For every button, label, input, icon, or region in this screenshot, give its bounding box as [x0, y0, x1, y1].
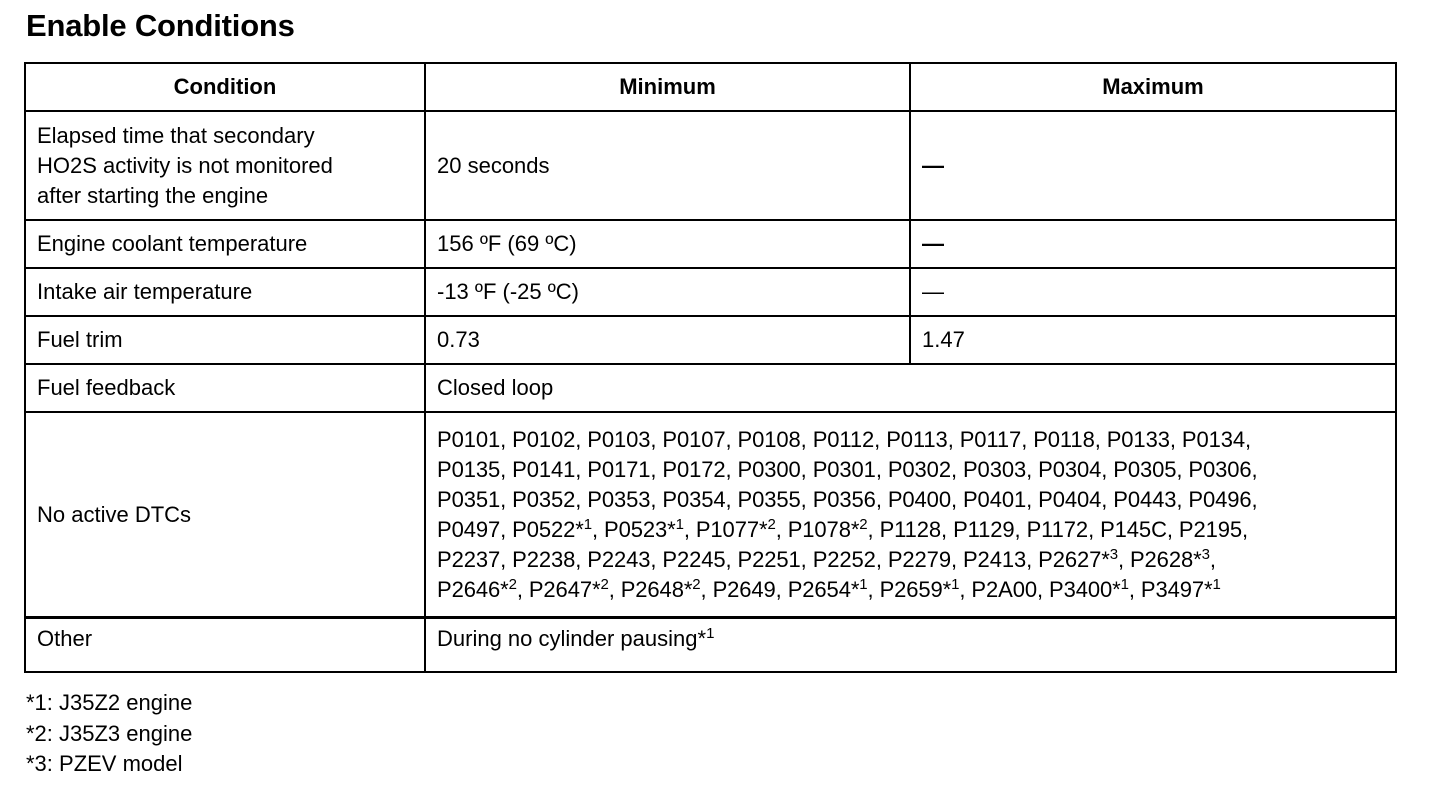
- footnote-ref: 3: [1201, 545, 1210, 563]
- dtc-line: [437, 545, 1384, 575]
- condition-line: Elapsed time that secondary: [37, 122, 315, 148]
- dtc-codes: , P2659*: [867, 576, 952, 602]
- value-cell: [425, 618, 1396, 673]
- dtc-codes: P0497, P0522*: [437, 516, 584, 542]
- dtc-line: [437, 515, 1384, 545]
- footnote-ref: 1: [951, 575, 960, 593]
- dtc-line: [437, 485, 1384, 515]
- footnote-ref: 1: [583, 515, 592, 533]
- footnote-ref: 1: [1120, 575, 1129, 593]
- dtc-codes: P0101, P0102, P0103, P0107, P0108, P0112, P0113, P0117, P0118, P0133, P0134,: [437, 426, 1251, 452]
- minimum-cell: -13 ºF (-25 ºC): [425, 268, 910, 316]
- dtc-codes: , P1077*: [683, 516, 768, 542]
- table-row: [25, 412, 1396, 618]
- table-row: [25, 220, 1396, 268]
- dtc-codes: , P2628*: [1117, 546, 1202, 572]
- dtc-list-cell: [425, 412, 1396, 618]
- header-condition: Condition: [25, 63, 425, 111]
- footnotes: [26, 688, 192, 780]
- page-title: Enable Conditions: [26, 8, 295, 43]
- dtc-line: [437, 425, 1384, 455]
- table-row: [25, 316, 1396, 364]
- dtc-codes: , P2649, P2654*: [700, 576, 860, 602]
- minimum-cell: 20 seconds: [425, 111, 910, 220]
- condition-cell: Intake air temperature: [25, 268, 425, 316]
- value-cell: Closed loop: [425, 364, 1396, 412]
- table-row: [25, 111, 1396, 220]
- dtc-codes: P0351, P0352, P0353, P0354, P0355, P0356, P0400, P0401, P0404, P0443, P0496,: [437, 486, 1258, 512]
- condition-line: HO2S activity is not monitored: [37, 152, 333, 178]
- footnote-ref: 1: [675, 515, 684, 533]
- table-row: [25, 618, 1396, 673]
- footnote: *1: J35Z2 engine: [26, 690, 193, 715]
- dtc-codes: , P3497*: [1128, 576, 1213, 602]
- condition-cell: Engine coolant temperature: [25, 220, 425, 268]
- maximum-cell: —: [910, 268, 1396, 316]
- dtc-codes: , P2A00, P3400*: [959, 576, 1121, 602]
- footnote-ref: 3: [1109, 545, 1118, 563]
- footnote-ref: 2: [767, 515, 776, 533]
- footnote-ref: 2: [859, 515, 868, 533]
- enable-conditions-table: [24, 62, 1397, 673]
- dtc-line: [437, 575, 1384, 605]
- header-maximum: Maximum: [910, 63, 1396, 111]
- dtc-codes: , P1078*: [775, 516, 860, 542]
- condition-cell: [25, 111, 425, 220]
- dtc-codes: P2646*: [437, 576, 509, 602]
- footnote-ref: 1: [1212, 575, 1221, 593]
- condition-cell: Other: [25, 618, 425, 673]
- dtc-codes: P2237, P2238, P2243, P2245, P2251, P2252, P2279, P2413, P2627*: [437, 546, 1110, 572]
- maximum-cell: 1.47: [910, 316, 1396, 364]
- condition-cell: Fuel trim: [25, 316, 425, 364]
- table-row: [25, 268, 1396, 316]
- footnote-ref: 2: [692, 575, 701, 593]
- header-row: [25, 63, 1396, 111]
- dtc-codes: P0135, P0141, P0171, P0172, P0300, P0301, P0302, P0303, P0304, P0305, P0306,: [437, 456, 1258, 482]
- dtc-codes: , P0523*: [591, 516, 676, 542]
- condition-line: after starting the engine: [37, 182, 269, 208]
- minimum-cell: 156 ºF (69 ºC): [425, 220, 910, 268]
- dtc-codes: , P2647*: [516, 576, 601, 602]
- dtc-codes: ,: [1209, 546, 1216, 572]
- footnote-ref: 2: [600, 575, 609, 593]
- maximum-cell: —: [910, 220, 1396, 268]
- dtc-codes: , P1128, P1129, P1172, P145C, P2195,: [867, 516, 1249, 542]
- footnote-ref: 1: [859, 575, 868, 593]
- dtc-codes: , P2648*: [608, 576, 693, 602]
- footnote-ref: 1: [706, 625, 715, 642]
- footnote: *3: PZEV model: [26, 751, 183, 776]
- maximum-cell: —: [910, 111, 1396, 220]
- value-text: During no cylinder pausing*: [437, 626, 707, 651]
- minimum-cell: 0.73: [425, 316, 910, 364]
- condition-cell: No active DTCs: [25, 412, 425, 618]
- table-row: [25, 364, 1396, 412]
- condition-cell: Fuel feedback: [25, 364, 425, 412]
- header-minimum: Minimum: [425, 63, 910, 111]
- footnote-ref: 2: [508, 575, 517, 593]
- dtc-line: [437, 455, 1384, 485]
- footnote: *2: J35Z3 engine: [26, 720, 193, 746]
